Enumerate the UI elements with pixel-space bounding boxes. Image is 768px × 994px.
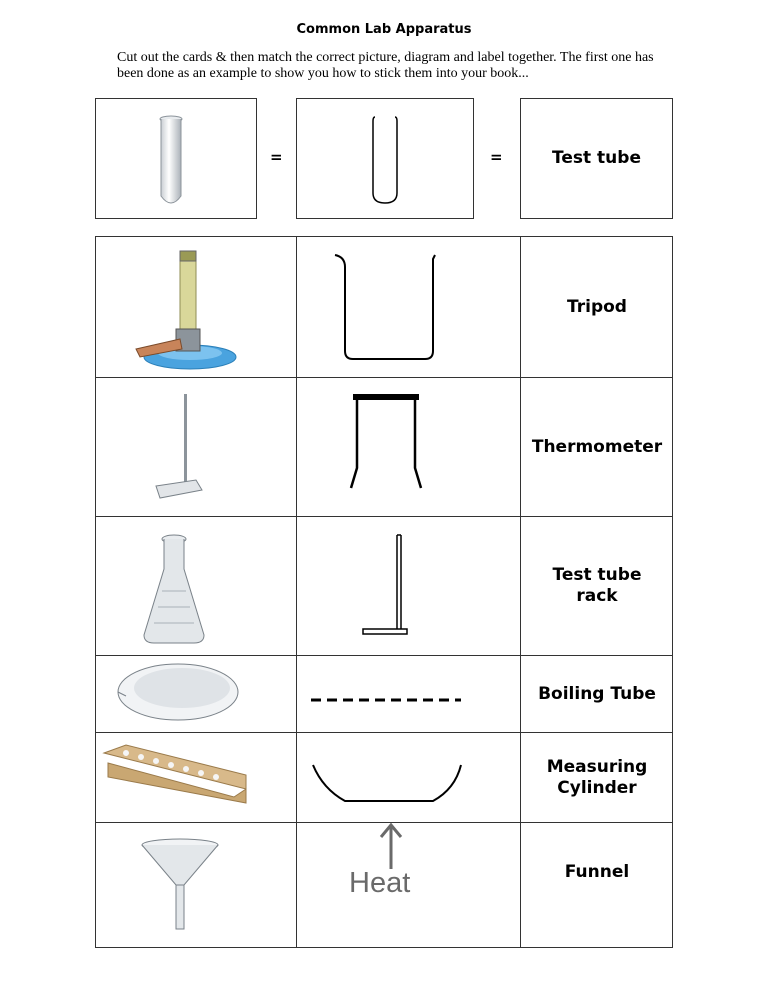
- label-text: Test tube rack: [552, 565, 642, 606]
- funnel-photo-icon: [96, 823, 296, 948]
- diagram-card[interactable]: [297, 517, 520, 655]
- picture-card[interactable]: [96, 517, 296, 655]
- example-picture-card[interactable]: [95, 98, 257, 219]
- label-card[interactable]: [521, 517, 673, 655]
- diagram-card[interactable]: [297, 378, 520, 516]
- test-tube-rack-photo-icon: [96, 733, 296, 822]
- label-card[interactable]: [521, 656, 673, 732]
- example-label: Test tube: [552, 148, 641, 168]
- page-title: Common Lab Apparatus: [296, 22, 472, 37]
- diagram-card[interactable]: [297, 237, 520, 377]
- test-tube-photo-icon: [156, 114, 196, 214]
- label-card[interactable]: [521, 823, 673, 921]
- evaporating-basin-photo-icon: [96, 656, 296, 732]
- label-text: Tripod: [567, 296, 627, 317]
- example-label-card[interactable]: [520, 98, 673, 219]
- gauze-diagram-icon: [297, 656, 520, 732]
- label-text: Measuring Cylinder: [546, 756, 648, 798]
- picture-card[interactable]: [96, 823, 296, 948]
- diagram-card[interactable]: [297, 656, 520, 732]
- bunsen-burner-photo-icon: [96, 237, 296, 377]
- label-text: Thermometer: [531, 436, 663, 457]
- label-text: Boiling Tube: [538, 683, 656, 704]
- conical-flask-photo-icon: [96, 517, 296, 655]
- equals-sign: =: [270, 148, 283, 166]
- picture-card[interactable]: [96, 733, 296, 822]
- diagram-card[interactable]: [297, 733, 520, 822]
- label-card[interactable]: [521, 237, 673, 377]
- heat-label: Heat: [349, 867, 411, 899]
- picture-card[interactable]: [96, 378, 296, 516]
- diagram-card[interactable]: [297, 823, 520, 948]
- example-diagram-card[interactable]: [296, 98, 474, 219]
- retort-stand-diagram-icon: [297, 517, 520, 655]
- picture-card[interactable]: [96, 237, 296, 377]
- instructions: Cut out the cards & then match the correct picture, diagram and label together. The first one has been done as an example to show you how to stick them into your book...: [117, 50, 654, 81]
- retort-stand-photo-icon: [96, 378, 296, 516]
- evaporating-basin-diagram-icon: [297, 733, 520, 822]
- label-card[interactable]: [521, 378, 673, 516]
- equals-sign: =: [490, 148, 503, 166]
- picture-card[interactable]: [96, 656, 296, 732]
- label-text: Funnel: [564, 861, 630, 882]
- test-tube-diagram-icon: [367, 115, 407, 215]
- tripod-diagram-icon: [297, 378, 520, 516]
- label-card[interactable]: [521, 733, 673, 822]
- beaker-diagram-icon: [297, 237, 520, 377]
